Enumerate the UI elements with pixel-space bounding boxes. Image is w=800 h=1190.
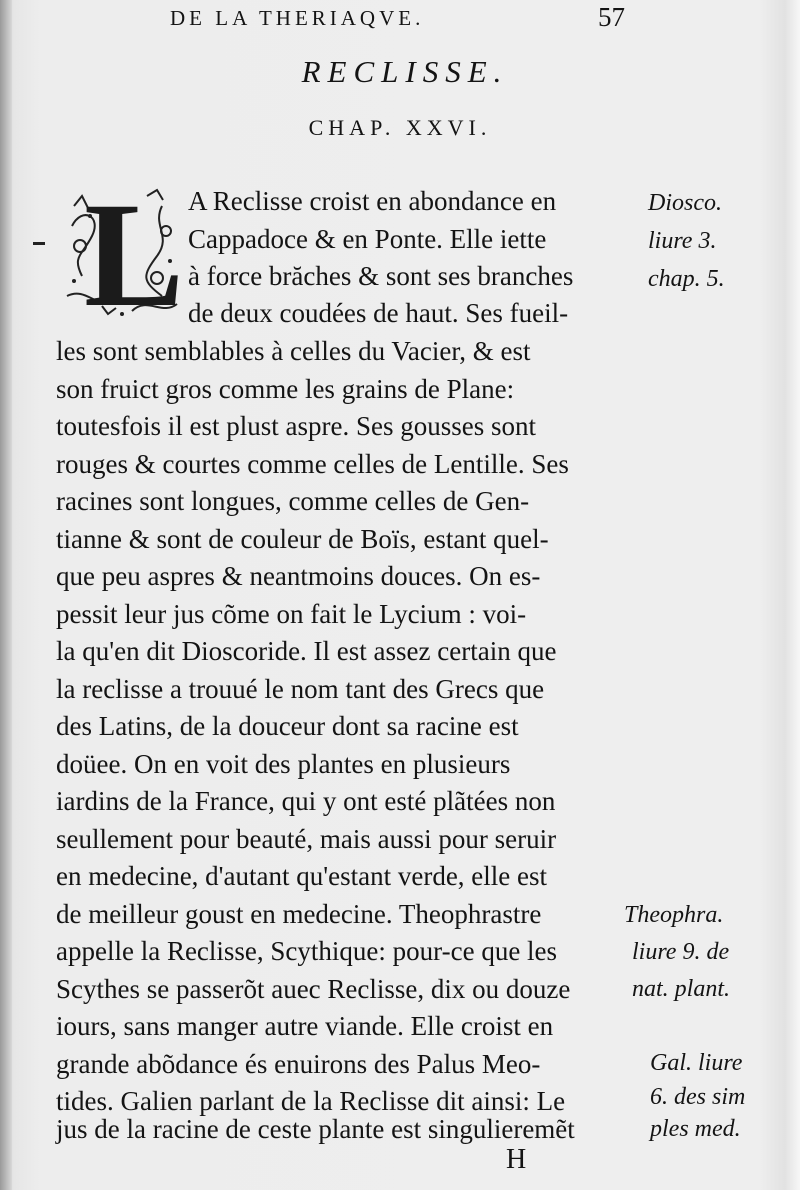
page-gutter-shadow (0, 0, 12, 1190)
margin-note: liure 3. (648, 228, 717, 254)
margin-dash (33, 242, 45, 245)
margin-note: 6. des sim (650, 1084, 746, 1110)
page-number: 57 (598, 2, 625, 32)
running-title: DE LA THERIAQVE. (170, 6, 425, 30)
body-line: jus de la racine de ceste plante est singulieremẽt (56, 1114, 575, 1144)
margin-note: Theophra. (624, 902, 724, 928)
body-line: grande abõdance és enuirons des Palus Meo- (56, 1049, 541, 1079)
margin-note: nat. plant. (632, 976, 731, 1002)
signature-mark: H (506, 1144, 527, 1175)
body-line: les sont semblables à celles du Vacier, & est (56, 336, 531, 366)
body-line: de deux coudées de haut. Ses fueil- (188, 298, 569, 328)
body-line: en medecine, d'autant qu'estant verde, elle est (56, 861, 548, 891)
body-line: appelle la Reclisse, Scythique: pour-ce que les (56, 936, 558, 966)
body-line: la reclisse a trouué le nom tant des Grecs que (56, 674, 545, 704)
chapter-heading: CHAP. XXVI. (308, 115, 492, 140)
body-line: que peu aspres & neantmoins douces. On es- (56, 561, 541, 591)
running-head (0, 2, 800, 36)
margin-note: ples med. (650, 1116, 741, 1142)
ornamental-drop-cap (62, 172, 185, 338)
body-line: doüee. On en voit des plantes en plusieurs (56, 749, 511, 779)
body-line: la qu'en dit Dioscoride. Il est assez certain que (56, 636, 557, 666)
body-line: iours, sans manger autre viande. Elle croist en (56, 1011, 554, 1041)
body-line: de meilleur goust en medecine. Theophrastre (56, 899, 542, 929)
body-line: A Reclisse croist en abondance en (188, 186, 557, 216)
margin-note: liure 9. de (632, 939, 730, 965)
body-line: pessit leur jus cõme on fait le Lycium : voi- (56, 599, 527, 629)
body-line: Scythes se passerõt auec Reclisse, dix ou douze (56, 974, 571, 1004)
body-line: rouges & courtes comme celles de Lentille. Ses (56, 449, 569, 479)
section-title: RECLISSE. (301, 54, 509, 89)
body-line: tianne & sont de couleur de Boïs, estant quel- (56, 524, 549, 554)
body-line: racines sont longues, comme celles de Gen- (56, 486, 530, 516)
body-line: toutesfois il est plust aspre. Ses gousses sont (56, 411, 536, 441)
drop-cap-letter: L (84, 172, 185, 338)
margin-note: Gal. liure (650, 1050, 743, 1076)
body-line: son fruict gros comme les grains de Plane: (56, 374, 515, 404)
body-line: tides. Galien parlant de la Reclisse dit ainsi: Le (56, 1086, 566, 1116)
body-line: des Latins, de la douceur dont sa racine est (56, 711, 519, 741)
margin-note: chap. 5. (648, 266, 725, 292)
body-line: iardins de la France, qui y ont esté plãtées non (56, 786, 556, 816)
body-line: seullement pour beauté, mais aussi pour seruir (56, 824, 557, 854)
body-line: Cappadoce & en Ponte. Elle iette (188, 224, 547, 254)
body-line: à force brăches & sont ses branches (188, 261, 574, 291)
margin-note: Diosco. (648, 190, 722, 216)
